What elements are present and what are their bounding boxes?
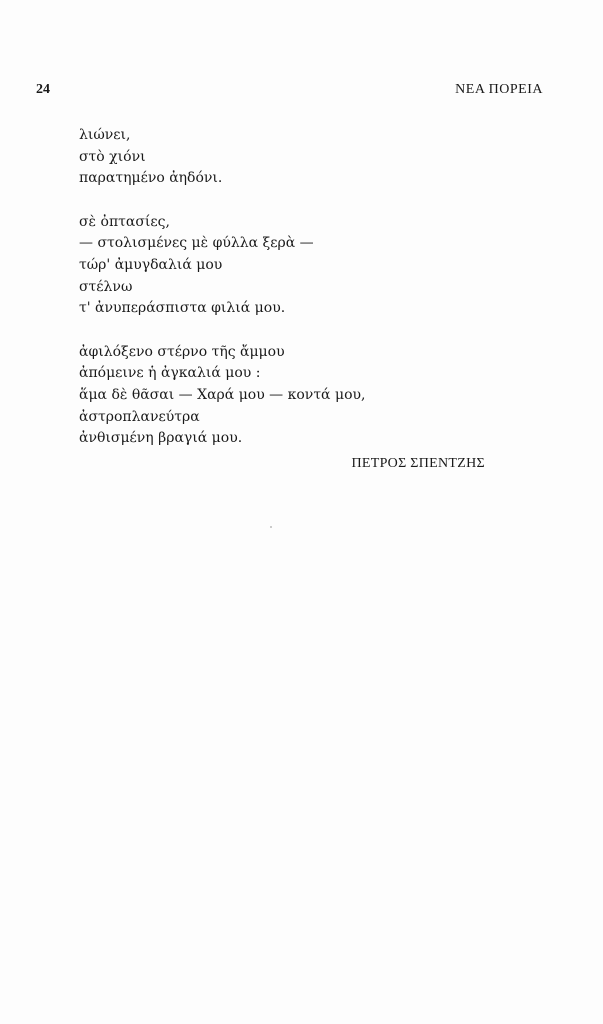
author-signature: ΠΕΤΡΟΣ ΣΠΕΝΤΖΗΣ — [351, 456, 485, 471]
page-number: 24 — [36, 82, 50, 97]
poem-line: ἅμα δὲ θᾶσαι — Χαρά μου — κοντά μου, — [79, 386, 366, 403]
poem-line: ἀφιλόξενο στέρνο τῆς ἄμμου — [79, 343, 285, 360]
poem-line: στέλνω — [79, 278, 133, 295]
poem-line: ἀπόμεινε ἡ ἀγκαλιά μου : — [79, 365, 261, 382]
stanza-2 — [79, 212, 539, 320]
poem-body — [79, 125, 539, 472]
print-speck — [270, 526, 272, 528]
running-header — [36, 82, 543, 102]
poem-line: ἀνθισμένη βραγιά μου. — [79, 430, 243, 447]
poem-line: παρατημένο ἀηδόνι. — [79, 170, 223, 187]
journal-title: ΝΕΑ ΠΟΡΕΙΑ — [455, 82, 543, 97]
stanza-3 — [79, 342, 539, 450]
poem-line: — στολισμένες μὲ φύλλα ξερὰ — — [79, 235, 314, 252]
stanza-1 — [79, 125, 539, 190]
poem-line: σὲ ὀπτασίες, — [79, 213, 170, 230]
poem-line: τώρ' ἀμυγδαλιά μου — [79, 256, 223, 273]
poem-line: τ' ἀνυπεράσπιστα φιλιά μου. — [79, 300, 286, 317]
poem-line: λιώνει, — [79, 127, 131, 143]
poem-line: ἀστροπλανεύτρα — [79, 408, 200, 425]
poem-line: στὸ χιόνι — [79, 148, 146, 165]
